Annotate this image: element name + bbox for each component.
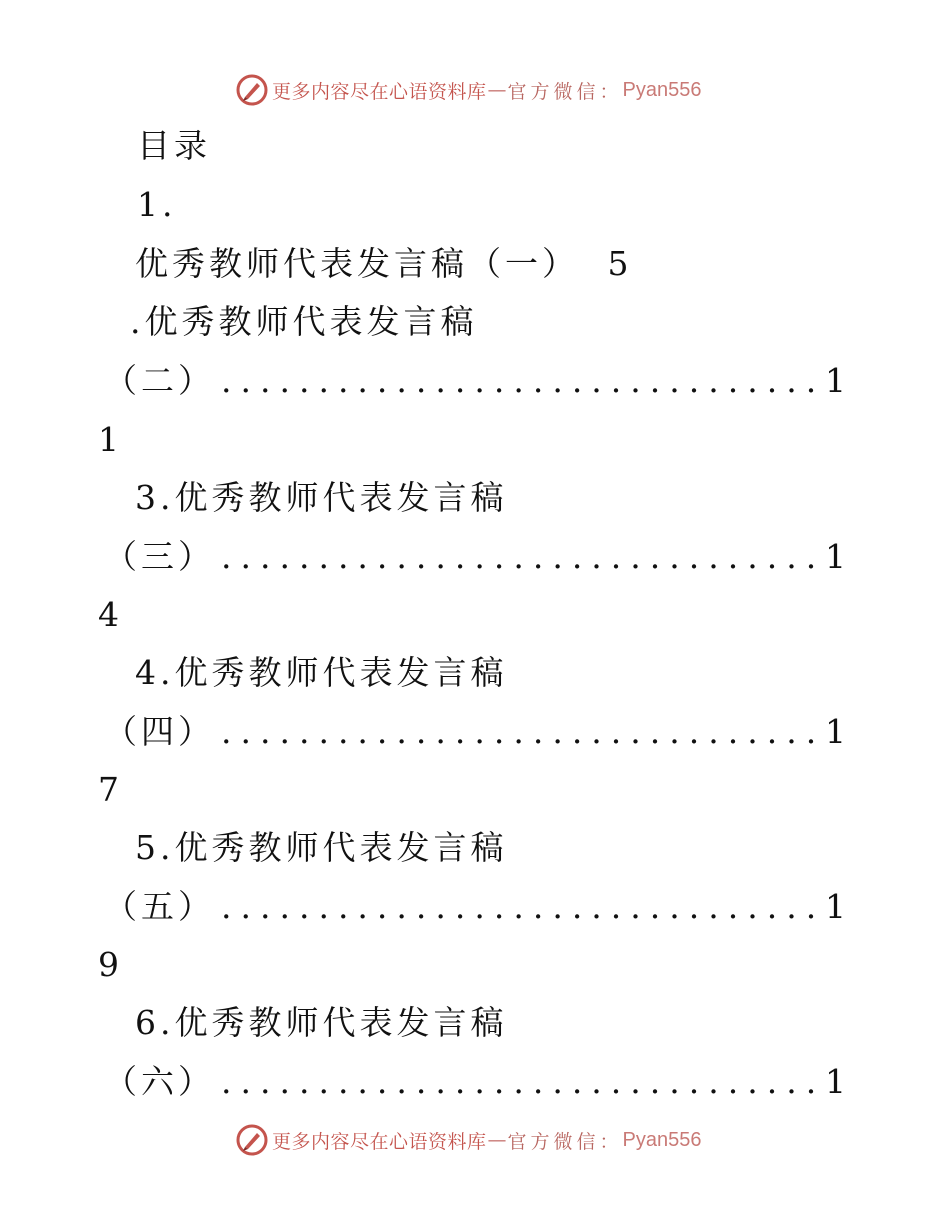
toc-entry-4-page: 1 [825,712,846,751]
toc-entry-1-title: 优秀教师代表发言稿（一） [135,244,579,283]
toc-entry-1-number: 1. [137,185,177,224]
pen-logo-icon [236,1124,268,1156]
toc-entry-2-title[interactable]: .优秀教师代表发言稿 [130,302,478,341]
toc-entry-3-sub: （三） [104,537,215,576]
watermark-brand: 更多内容尽在心语资料库 [272,80,487,103]
toc-entry-2-page: 1 [825,361,846,400]
toc-entry-2-sub: （二） [104,361,215,400]
toc-entry-2-row[interactable] [104,361,846,401]
toc-entry-3-title[interactable]: 3.优秀教师代表发言稿 [135,478,508,517]
watermark-handle: Pyan556 [622,1128,702,1151]
toc-entry-5-row[interactable] [104,887,846,927]
watermark-official: 官方微信： [507,1130,623,1153]
toc-entry-6-title[interactable]: 6.优秀教师代表发言稿 [135,1003,508,1042]
toc-entry-5-title[interactable]: 5.优秀教师代表发言稿 [135,828,508,867]
toc-entry-4-title[interactable]: 4.优秀教师代表发言稿 [135,653,508,692]
toc-entry-2-page-cont: 1 [98,420,123,459]
toc-entry-3-page: 1 [825,537,846,576]
toc-entry-5-page: 1 [825,887,846,926]
watermark-dash: — [487,79,507,101]
dot-leader [221,712,817,752]
toc-entry-1[interactable] [135,244,633,284]
watermark-header [236,73,702,107]
dot-leader [221,1062,817,1102]
toc-entry-4-page-cont: 7 [98,770,123,809]
toc-entry-3-row[interactable] [104,537,846,577]
toc-entry-6-row[interactable] [104,1062,846,1102]
toc-entry-1-page: 5 [607,244,633,283]
toc-entry-4-row[interactable] [104,712,846,752]
watermark-brand: 更多内容尽在心语资料库 [272,1130,487,1153]
toc-entry-5-sub: （五） [104,887,215,926]
toc-entry-6-page: 1 [825,1062,846,1101]
toc-entry-5-page-cont: 9 [98,945,123,984]
toc-entry-6-sub: （六） [104,1062,215,1101]
watermark-handle: Pyan556 [622,78,702,101]
watermark-official: 官方微信： [507,80,623,103]
watermark-footer [236,1123,702,1157]
dot-leader [221,537,817,577]
dot-leader [221,361,817,401]
watermark-dash: — [487,1129,507,1151]
dot-leader [221,887,817,927]
pen-logo-icon [236,74,268,106]
toc-title: 目录 [137,126,211,165]
toc-entry-3-page-cont: 4 [98,595,123,634]
toc-entry-4-sub: （四） [104,712,215,751]
